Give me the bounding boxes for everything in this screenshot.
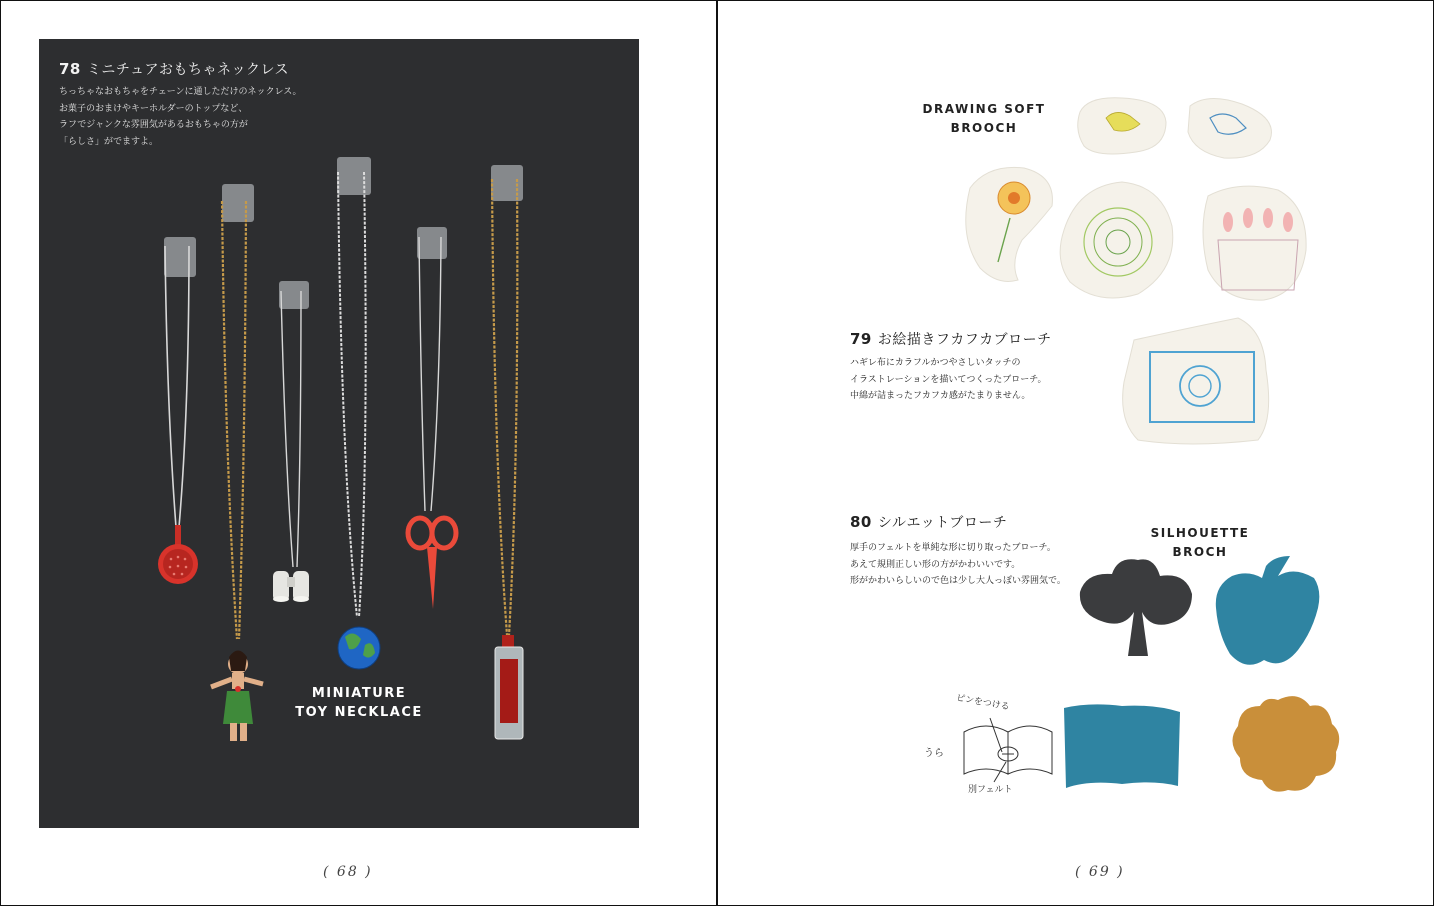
item-79-title (850, 329, 1052, 349)
scissors-necklace (408, 227, 456, 609)
item-80-description (850, 540, 1066, 590)
item-79-name: お絵描きフカフカブローチ (877, 332, 1052, 348)
item-78-description (59, 84, 302, 150)
sketch-diagram (964, 718, 1052, 782)
label-line: BROOCH (950, 121, 1018, 135)
item-80-desc-line: 厚手のフェルトを単純な形に切り取ったブローチ。 (850, 543, 1056, 553)
item-78-title (59, 59, 289, 79)
item-78-desc-line: ラフでジャンクな雰囲気があるおもちゃの方が (59, 120, 248, 130)
item-78-desc-line: ちっちゃなおもちゃをチェーンに通しただけのネックレス。 (59, 87, 302, 97)
item-80-number: 80 (850, 513, 872, 531)
item-80-desc-line: あえて規則正しい形の方がかわいいです。 (850, 559, 1021, 570)
sketch-note-felt: 別フェルト (968, 785, 1013, 795)
page-number-left: ( 68 ) (323, 864, 373, 880)
item-79-desc-line: ハギレ布にカラフルかつやさしいタッチの (850, 358, 1021, 368)
strainer-necklace (158, 237, 198, 584)
label-line: MINIATURE (311, 686, 407, 701)
item-79-number: 79 (850, 330, 872, 348)
left-page (0, 0, 716, 906)
label-line: TOY NECKLACE (295, 705, 423, 720)
sketch-note-pin: ピンをつける (955, 693, 1011, 713)
item-80-title (850, 512, 1007, 532)
label-line: DRAWING SOFT (922, 102, 1046, 116)
brooch-illustrations (718, 0, 1434, 906)
item-79-desc-line: イラストレーションを描いてつくったブローチ。 (850, 374, 1047, 385)
right-page (718, 0, 1434, 906)
item-79-desc-line: 中綿が詰まったフカフカ感がたまりません。 (850, 391, 1031, 401)
item-78-number: 78 (59, 60, 81, 78)
page-number-right: ( 69 ) (1075, 864, 1125, 880)
lighter-necklace (491, 165, 523, 739)
label-line: SILHOUETTE (1150, 526, 1250, 540)
silhouette-broch-label (1132, 524, 1268, 562)
necklace-photo (39, 39, 639, 828)
miniature-toy-necklace-label (291, 684, 427, 722)
label-line: BROCH (1172, 545, 1228, 559)
sketch-note-back: うら (924, 748, 944, 759)
drawing-soft-brooch-label (914, 100, 1054, 138)
item-80-name: シルエットブローチ (877, 515, 1008, 531)
hula-doll-necklace (211, 184, 263, 741)
item-78-desc-line: 「らしさ」がでますよ。 (59, 136, 159, 147)
item-78-desc-line: お菓子のおまけやキーホルダーのトップなど、 (59, 103, 248, 114)
item-79-description (850, 355, 1047, 405)
silhouette-brooches (1064, 556, 1339, 792)
item-80-desc-line: 形がかわいらしいので色は少し大人っぽい雰囲気で。 (850, 576, 1066, 586)
globe-necklace (337, 157, 380, 669)
binoculars-necklace (273, 281, 309, 602)
item-78-name: ミニチュアおもちゃネックレス (86, 62, 290, 78)
